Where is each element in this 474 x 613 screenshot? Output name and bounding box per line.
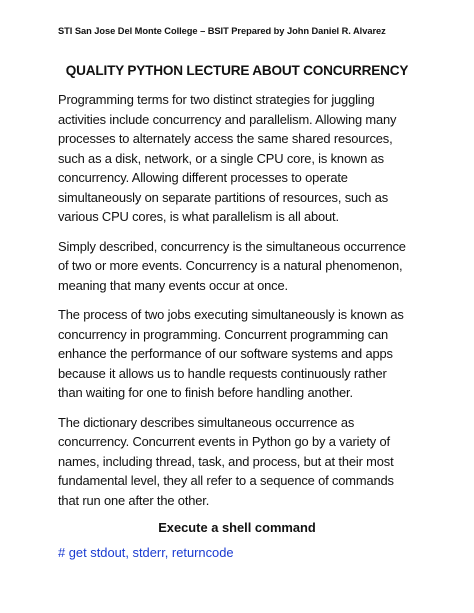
text-line: meaning that many events occur at once. bbox=[58, 277, 288, 293]
text-line: activities include concurrency and parallelism. Allowing many bbox=[58, 111, 397, 127]
text-line: fundamental level, they all refer to a sequence of commands bbox=[58, 473, 394, 488]
text-line: Programming terms for two distinct strategies for juggling bbox=[58, 92, 375, 107]
text-line: of two or more events. Concurrency is a natural phenomenon, bbox=[58, 258, 403, 273]
text-line: various CPU cores, is what parallelism is all about. bbox=[58, 209, 339, 224]
text-line: The process of two jobs executing simultaneously is known as bbox=[58, 307, 404, 322]
document-title: QUALITY PYTHON LECTURE ABOUT CONCURRENCY bbox=[65, 63, 409, 78]
text-line: The dictionary describes simultaneous occurrence as bbox=[58, 414, 355, 430]
text-line: concurrency. Concurrent events in Python go by a variety of bbox=[58, 434, 390, 449]
text-line: enhance the performance of our software systems and apps bbox=[58, 346, 393, 361]
paragraph-python bbox=[58, 413, 416, 511]
paragraph-intro bbox=[58, 90, 416, 227]
text-line: concurrency. Allowing different processes to operate bbox=[58, 170, 348, 185]
page-header: STI San Jose Del Monte College – BSIT Prepared by John Daniel R. Alvarez bbox=[58, 26, 386, 36]
text-line: such as a disk, network, or a single CPU core, is known as bbox=[58, 150, 384, 166]
paragraph-programming bbox=[58, 305, 416, 403]
text-line: that run one after the other. bbox=[58, 492, 210, 508]
text-line: names, including thread, task, and process, but at their most bbox=[58, 453, 394, 469]
text-line: simultaneously on separate partitions of resources, such as bbox=[58, 189, 389, 205]
text-line: processes to alternately access the same shared resources, bbox=[58, 131, 393, 146]
text-line: than waiting for one to finish before handling another. bbox=[58, 385, 353, 400]
text-line: Simply described, concurrency is the simultaneous occurrence bbox=[58, 238, 406, 254]
text-line: concurrency in programming. Concurrent programming can bbox=[58, 326, 389, 342]
paragraph-definition bbox=[58, 237, 416, 296]
code-comment: # get stdout, stderr, returncode bbox=[58, 545, 234, 560]
text-line: because it allows us to handle requests continuously rather bbox=[58, 365, 387, 381]
section-heading: Execute a shell command bbox=[158, 520, 316, 535]
